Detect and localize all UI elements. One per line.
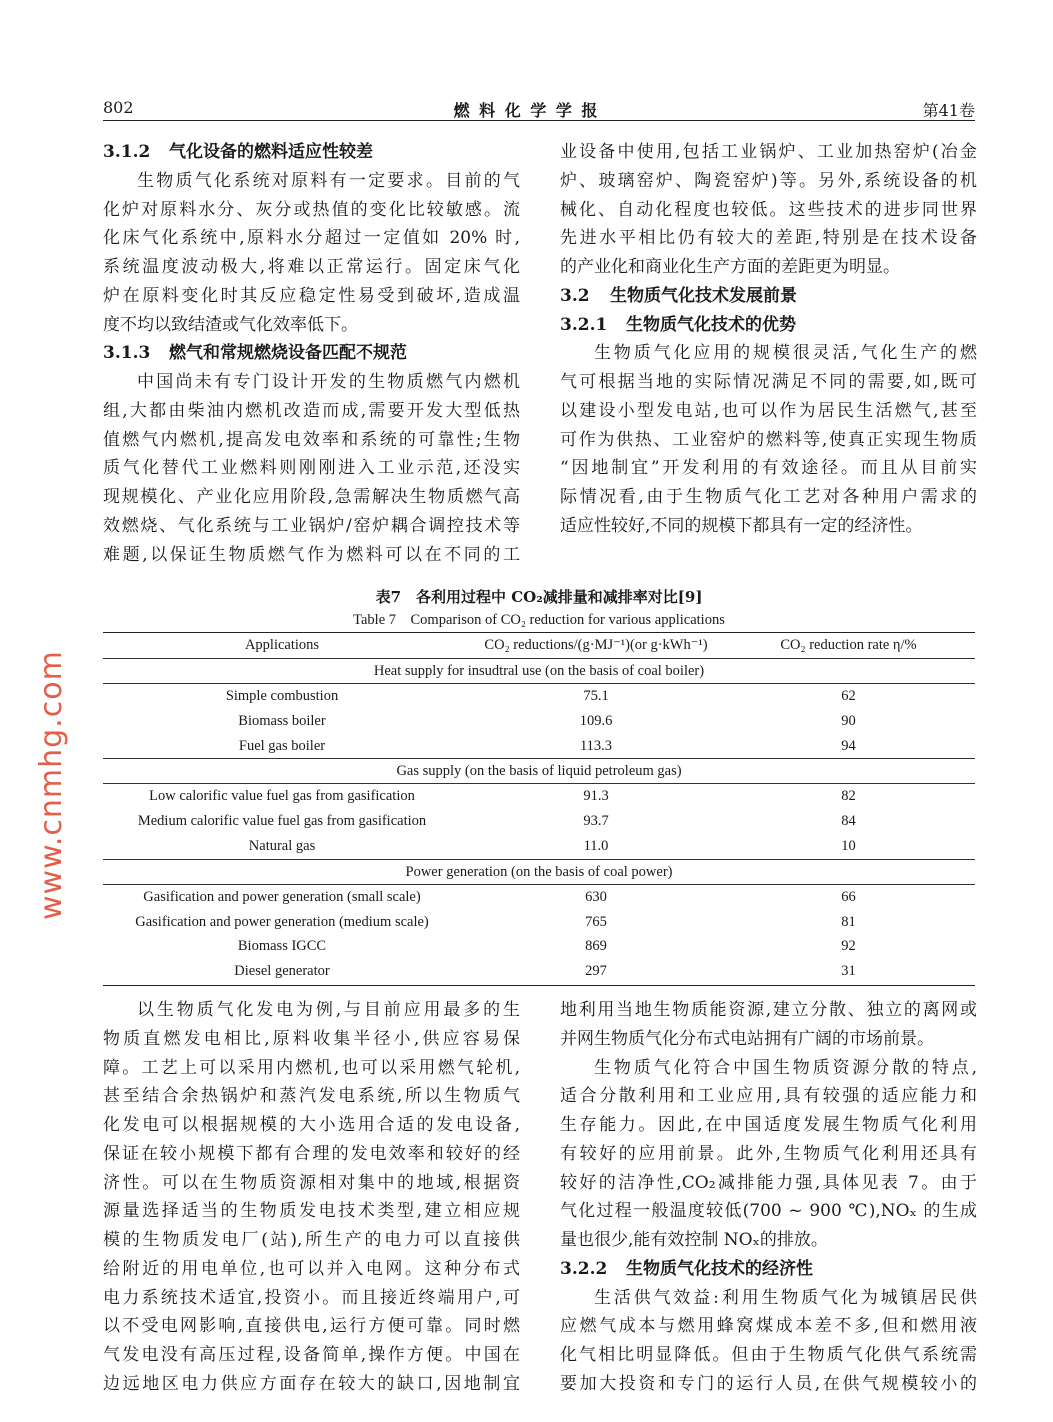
section-number: 3.1.3 <box>103 343 151 364</box>
reduction-cell: 630 <box>585 888 607 905</box>
reduction-cell: 93.7 <box>583 813 609 830</box>
section-title: 生物质气化技术的优势 <box>626 314 796 335</box>
paragraph-line: 生物质气化应用的规模很灵活,气化生产的燃 <box>594 343 977 364</box>
reduction-cell: 91.3 <box>583 788 609 805</box>
paragraph-line: 源量选择适当的生物质发电技术类型,建立相应规 <box>103 1201 520 1222</box>
header-rule <box>103 120 975 121</box>
paragraph-line: 要加大投资和专门的运行人员,在供气规模较小的 <box>560 1373 977 1394</box>
table-row <box>103 959 975 983</box>
left-column-bottom <box>103 996 520 1399</box>
paragraph-line: 生物质气化系统对原料有一定要求。目前的气 <box>137 170 520 191</box>
table-header-row <box>103 633 975 657</box>
paragraph-line: 气可根据当地的实际情况满足不同的需要,如,既可 <box>560 372 977 392</box>
paragraph-line: 地利用当地生物质能资源,建立分散、独立的离网或 <box>560 1000 977 1020</box>
section-number: 3.1.2 <box>103 142 151 162</box>
paragraph-line: 电力系统技术适宜,投资小。而且接近终端用户,可 <box>103 1287 520 1308</box>
left-column-top <box>103 138 520 569</box>
section-number: 3.2 <box>560 285 590 306</box>
paragraph-line: 械化、自动化程度也较低。这些技术的进步同世界 <box>560 199 977 220</box>
paragraph-line: 气化过程一般温度较低(700 ~ 900 ℃),NOₓ 的生成 <box>560 1201 977 1222</box>
application-cell: Biomass boiler <box>238 712 326 729</box>
paragraph-line: 化发电可以根据规模的大小选用合适的发电设备, <box>103 1115 520 1135</box>
section-title: 生物质气化技术的经济性 <box>626 1258 813 1279</box>
table-row <box>103 809 975 833</box>
rate-cell: 62 <box>841 688 856 704</box>
table-row <box>103 885 975 909</box>
rate-cell: 10 <box>841 838 856 854</box>
paragraph-line: 化炉对原料水分、灰分或热值的变化比较敏感。流 <box>103 199 520 220</box>
paragraph-line: 现规模化、产业化应用阶段,急需解决生物质燃气高 <box>103 487 520 507</box>
rate-cell: 92 <box>841 938 856 955</box>
table-row <box>103 734 975 758</box>
paragraph-line: 甚至结合余热锅炉和蒸汽发电系统,所以生物质气 <box>103 1086 520 1107</box>
table-rule <box>103 985 975 986</box>
paragraph-line: 度不均以致结渣或气化效率低下。 <box>103 314 358 335</box>
section-heading <box>560 1255 977 1284</box>
section-heading <box>560 311 977 340</box>
rate-cell: 94 <box>841 737 856 754</box>
paragraph-line: 生活供气效益:利用生物质气化为城镇居民供 <box>594 1287 977 1308</box>
section-title: 燃气和常规燃烧设备匹配不规范 <box>169 343 407 364</box>
section-number: 3.2.2 <box>560 1258 608 1279</box>
rate-cell: CO₂ reduction rate η/% <box>780 637 917 653</box>
paragraph-line: 应燃气成本与燃用蜂窝煤成本差不多,但和燃用液 <box>560 1316 977 1337</box>
paragraph-line: 保证在较小规模下都有合理的发电效率和较好的经 <box>103 1143 520 1164</box>
application-cell: Gasification and power generation (small scale) <box>143 888 421 905</box>
application-cell: Medium calorific value fuel gas from gasification <box>137 813 427 830</box>
application-cell: Gasification and power generation (medium scale) <box>135 913 429 930</box>
paragraph-line: 并网生物质气化分布式电站拥有广阔的市场前景。 <box>560 1028 934 1049</box>
paragraph-line: 适应性较好,不同的规模下都具有一定的经济性。 <box>560 515 923 536</box>
paragraph-line: 较好的洁净性,CO₂减排能力强,具体见表 7。由于 <box>560 1172 977 1193</box>
volume-label: 第41卷 <box>922 101 975 120</box>
paragraph-line: 有较好的应用前景。此外,生物质气化利用还具有 <box>560 1143 977 1164</box>
paragraph-line: 值燃气内燃机,提高发电效率和系统的可靠性;生物 <box>103 429 520 450</box>
table-row <box>103 934 975 958</box>
reduction-cell: 113.3 <box>579 737 613 754</box>
paragraph-line: 以生物质气化发电为例,与目前应用最多的生 <box>137 1000 520 1020</box>
application-cell: Biomass IGCC <box>237 938 327 955</box>
page-number: 802 <box>103 98 134 117</box>
journal-title: 燃 料 化 学 学 报 <box>453 101 600 120</box>
section-number: 3.2.1 <box>560 314 608 335</box>
reduction-cell: 11.0 <box>583 838 609 854</box>
right-column-top <box>560 138 977 541</box>
section-title: 气化设备的燃料适应性较差 <box>169 142 373 162</box>
paragraph-line: “因地制宜”开发利用的有效途径。而且从目前实 <box>560 458 977 479</box>
rate-cell: 81 <box>841 913 856 930</box>
paragraph-line: 物质直燃发电相比,原料收集半径小,供应容易保 <box>103 1028 520 1049</box>
paragraph-line: 化床气化系统中,原料水分超过一定值如 20% 时, <box>103 228 520 249</box>
paragraph-line: 以建设小型发电站,也可以作为居民生活燃气,甚至 <box>560 400 977 421</box>
paragraph-line: 边远地区电力供应方面存在较大的缺口,因地制宜 <box>103 1373 520 1394</box>
watermark: www.cnmhg.com <box>34 650 69 920</box>
paragraph-line: 先进水平相比仍有较大的差距,特别是在技术设备 <box>560 228 977 249</box>
paragraph-line: 给附近的用电单位,也可以并入电网。这种分布式 <box>103 1258 520 1279</box>
table-row <box>103 834 975 858</box>
table-row <box>103 910 975 934</box>
table-section-title: Power generation (on the basis of coal power) <box>405 863 673 880</box>
paragraph-line: 生存能力。因此,在中国适度发展生物质气化利用 <box>560 1115 977 1135</box>
section-heading <box>103 339 520 368</box>
application-cell: Natural gas <box>248 838 316 854</box>
table-row <box>103 684 975 708</box>
paragraph-line: 组,大都由柴油内燃机改造而成,需要开发大型低热 <box>103 400 520 421</box>
paragraph-line: 炉、玻璃窑炉、陶瓷窑炉)等。另外,系统设备的机 <box>560 170 977 191</box>
table-caption-cn: 表7 各利用过程中 CO₂减排量和减排率对比[9] <box>375 588 703 606</box>
table-section-title: Heat supply for insudtral use (on the basis of coal boiler) <box>373 663 705 679</box>
paragraph-line: 适合分散利用和工业应用,具有较强的适应能力和 <box>560 1086 977 1107</box>
right-column-bottom <box>560 996 977 1399</box>
rate-cell: 82 <box>841 788 856 805</box>
paragraph-line: 际情况看,由于生物质气化工艺对各种用户需求的 <box>560 487 977 507</box>
paragraph-line: 难题,以保证生物质燃气作为燃料可以在不同的工 <box>103 544 520 565</box>
table-section-title: Gas supply (on the basis of liquid petroleum gas) <box>396 763 682 780</box>
paragraph-line: 效燃烧、气化系统与工业锅炉/窑炉耦合调控技术等 <box>103 515 520 536</box>
paragraph-line: 炉在原料变化时其反应稳定性易受到破坏,造成温 <box>103 285 520 306</box>
section-heading <box>103 138 520 167</box>
reduction-cell: 765 <box>585 913 607 930</box>
paragraph-line: 业设备中使用,包括工业锅炉、工业加热窑炉(冶金 <box>560 142 977 162</box>
paragraph-line: 的产业化和商业化生产方面的差距更为明显。 <box>560 257 900 277</box>
paragraph-line: 气发电没有高压过程,设备简单,操作方便。中国在 <box>103 1345 520 1365</box>
rate-cell: 84 <box>841 813 856 830</box>
paragraph-line: 济性。可以在生物质资源相对集中的地域,根据资 <box>103 1172 520 1193</box>
paragraph-line: 化气相比明显降低。但由于生物质气化供气系统需 <box>560 1345 977 1365</box>
paragraph-line: 系统温度波动极大,将难以正常运行。固定床气化 <box>103 257 520 277</box>
table-caption-en: Table 7 Comparison of CO₂ reduction for various applications <box>353 612 725 628</box>
reduction-cell: 109.6 <box>579 712 613 729</box>
application-cell: Simple combustion <box>225 688 339 704</box>
reduction-cell: 75.1 <box>583 688 609 704</box>
paragraph-line: 模的生物质发电厂(站),所生产的电力可以直接供 <box>103 1230 520 1250</box>
reduction-cell: CO₂ reductions/(g·MJ⁻¹)(or g·kWh⁻¹) <box>484 637 708 653</box>
section-title: 生物质气化技术发展前景 <box>610 285 797 306</box>
application-cell: Low calorific value fuel gas from gasification <box>149 788 415 805</box>
application-cell: Fuel gas boiler <box>238 737 326 754</box>
paragraph-line: 量也很少,能有效控制 NOₓ的排放。 <box>560 1230 828 1250</box>
paragraph-line: 障。工艺上可以采用内燃机,也可以采用燃气轮机, <box>103 1057 520 1078</box>
paragraph-line: 以不受电网影响,直接供电,运行方便可靠。同时燃 <box>103 1316 520 1337</box>
rate-cell: 66 <box>841 888 856 905</box>
section-heading <box>560 282 977 311</box>
paragraph-line: 质气化替代工业燃料则刚刚进入工业示范,还没实 <box>103 458 520 479</box>
reduction-cell: 869 <box>585 938 607 955</box>
reduction-cell: 297 <box>585 963 607 980</box>
paragraph-line: 生物质气化符合中国生物质资源分散的特点, <box>594 1057 977 1078</box>
application-cell: Diesel generator <box>234 963 330 980</box>
rate-cell: 90 <box>841 712 856 729</box>
table-row <box>103 784 975 808</box>
table-row <box>103 709 975 733</box>
paragraph-line: 中国尚未有专门设计开发的生物质燃气内燃机 <box>137 372 520 392</box>
rate-cell: 31 <box>841 963 856 980</box>
paragraph-line: 可作为供热、工业窑炉的燃料等,使真正实现生物质 <box>560 429 977 450</box>
application-cell: Applications <box>244 637 320 653</box>
